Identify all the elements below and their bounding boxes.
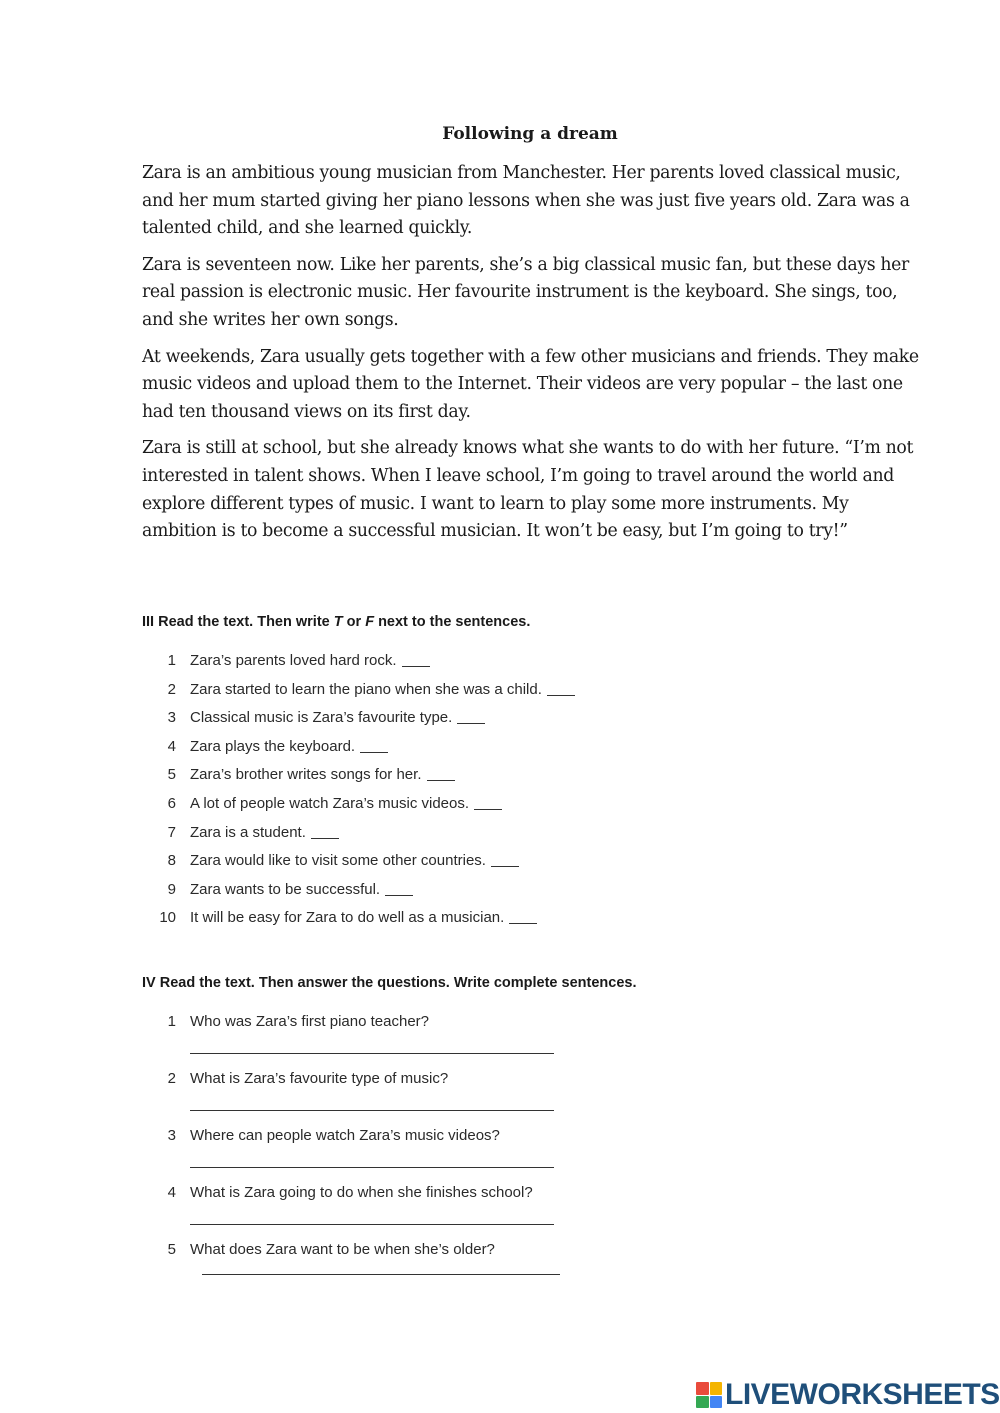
question-text: What is Zara’s favourite type of music? bbox=[190, 1070, 449, 1087]
tf-item-number: 5 bbox=[167, 766, 176, 784]
tf-item bbox=[142, 795, 842, 824]
question-number: 2 bbox=[167, 1070, 176, 1087]
tf-item-text: Zara would like to visit some other countries. bbox=[190, 852, 486, 870]
true-false-heading: III Read the text. Then write T or F next to the sentences. bbox=[142, 614, 531, 630]
question-item bbox=[142, 1241, 842, 1298]
tf-item-number: 1 bbox=[167, 652, 176, 669]
tf-item-text: Zara plays the keyboard. bbox=[190, 737, 356, 755]
tf-item-text: A lot of people watch Zara’s music videos. bbox=[190, 794, 470, 812]
logo-square bbox=[696, 1382, 709, 1395]
tf-item bbox=[142, 881, 842, 910]
tf-item-number: 7 bbox=[167, 823, 176, 841]
question-item bbox=[142, 1184, 842, 1241]
question-number: 5 bbox=[167, 1241, 176, 1258]
reading-paragraph-4: Zara is still at school, but she already knows what she wants to do with her future. “I’m not interested in talent shows. When I leave school, I’m going to travel around the world and explore different types of music. I want to learn to play some more instruments. My ambition is to become a successful musician. It won’t be easy, but I’m going to try!” bbox=[142, 438, 914, 542]
tf-item-number: 10 bbox=[159, 909, 176, 927]
tf-answer-blank[interactable] bbox=[385, 881, 413, 896]
tf-answer-blank[interactable] bbox=[509, 909, 537, 924]
logo-square bbox=[696, 1396, 709, 1409]
reading-text bbox=[142, 160, 922, 555]
answer-line[interactable] bbox=[190, 1053, 554, 1054]
question-item bbox=[142, 1070, 842, 1127]
tf-answer-blank[interactable] bbox=[457, 709, 485, 724]
tf-item bbox=[142, 738, 842, 767]
logo-square bbox=[710, 1396, 723, 1409]
true-false-list bbox=[142, 652, 842, 938]
tf-answer-blank[interactable] bbox=[427, 766, 455, 781]
tf-answer-blank[interactable] bbox=[547, 681, 575, 696]
tf-answer-blank[interactable] bbox=[474, 795, 502, 810]
tf-item bbox=[142, 709, 842, 738]
tf-item bbox=[142, 681, 842, 710]
answer-line[interactable] bbox=[202, 1274, 560, 1275]
reading-paragraph-2: Zara is seventeen now. Like her parents, she’s a big classical music fan, but these days her real passion is electronic music. Her favourite instrument is the keyboard. She sings, too, and she writes her own songs. bbox=[142, 254, 909, 330]
tf-answer-blank[interactable] bbox=[360, 738, 388, 753]
tf-item-text: Zara’s brother writes songs for her. bbox=[190, 766, 422, 784]
answer-line[interactable] bbox=[190, 1167, 554, 1168]
tf-item bbox=[142, 824, 842, 853]
tf-item-number: 2 bbox=[167, 680, 176, 698]
question-item bbox=[142, 1127, 842, 1184]
tf-answer-blank[interactable] bbox=[402, 652, 430, 667]
tf-item bbox=[142, 852, 842, 881]
tf-item bbox=[142, 652, 842, 681]
liveworksheets-logo bbox=[696, 1378, 1000, 1412]
tf-answer-blank[interactable] bbox=[311, 824, 339, 839]
question-text: What does Zara want to be when she’s older? bbox=[190, 1241, 495, 1258]
question-text: Where can people watch Zara’s music videos? bbox=[190, 1127, 500, 1144]
tf-item-number: 6 bbox=[167, 794, 176, 812]
tf-item-number: 3 bbox=[167, 709, 176, 727]
answer-line[interactable] bbox=[190, 1224, 554, 1225]
tf-item bbox=[142, 909, 842, 938]
worksheet-title: Following a dream bbox=[442, 124, 618, 144]
question-number: 3 bbox=[167, 1127, 176, 1144]
question-text: Who was Zara’s first piano teacher? bbox=[190, 1013, 429, 1030]
tf-item-text: It will be easy for Zara to do well as a musician. bbox=[190, 909, 505, 927]
logo-square bbox=[710, 1382, 723, 1395]
question-number: 1 bbox=[167, 1013, 176, 1030]
questions-list bbox=[142, 1013, 842, 1298]
reading-paragraph-3: At weekends, Zara usually gets together with a few other musicians and friends. They make music videos and upload them to the Internet. Their videos are very popular – the last one had ten thousand views on its first day. bbox=[142, 346, 919, 422]
question-item bbox=[142, 1013, 842, 1070]
reading-paragraph-1: Zara is an ambitious young musician from Manchester. Her parents loved classical music, and her mum started giving her piano lessons when she was just five years old. Zara was a talented child, and she learned quickly. bbox=[142, 163, 910, 239]
tf-item-text: Zara’s parents loved hard rock. bbox=[190, 652, 397, 669]
tf-item-text: Zara is a student. bbox=[190, 823, 306, 841]
questions-heading: IV Read the text. Then answer the questions. Write complete sentences. bbox=[142, 975, 637, 991]
logo-text: LIVEWORKSHEETS bbox=[725, 1378, 1000, 1411]
tf-answer-blank[interactable] bbox=[491, 852, 519, 867]
tf-item bbox=[142, 766, 842, 795]
tf-item-number: 8 bbox=[167, 852, 176, 870]
tf-item-text: Classical music is Zara’s favourite type. bbox=[190, 709, 453, 727]
logo-mark-icon bbox=[696, 1382, 722, 1408]
question-text: What is Zara going to do when she finishes school? bbox=[190, 1184, 533, 1201]
tf-item-text: Zara started to learn the piano when she was a child. bbox=[190, 680, 542, 698]
question-number: 4 bbox=[167, 1184, 176, 1201]
tf-item-number: 9 bbox=[167, 880, 176, 898]
tf-item-number: 4 bbox=[167, 737, 176, 755]
tf-item-text: Zara wants to be successful. bbox=[190, 880, 381, 898]
answer-line[interactable] bbox=[190, 1110, 554, 1111]
